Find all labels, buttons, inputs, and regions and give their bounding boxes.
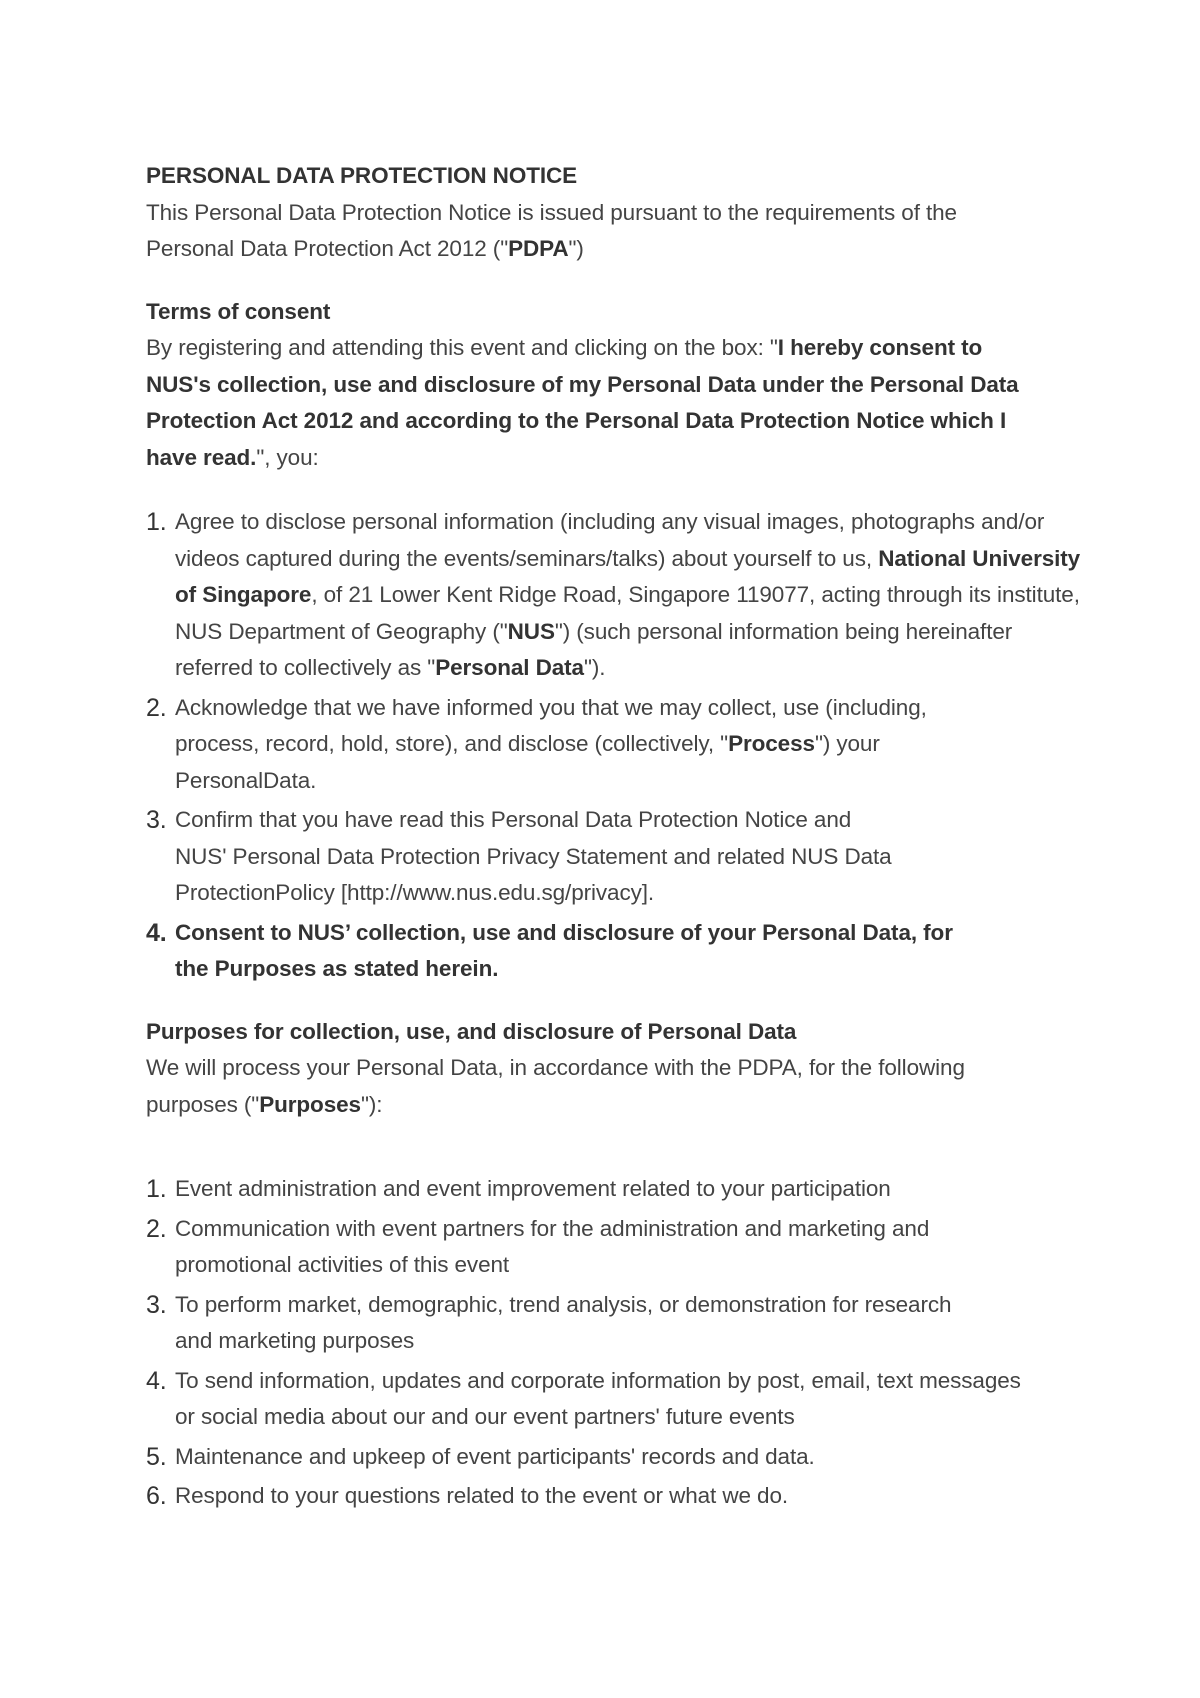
- item-text: ").: [583, 655, 606, 680]
- list-item: [146, 802, 905, 912]
- item-text: Acknowledge that we have informed you that we may collect, use (including, process, record, hold, store), and disclose (collectively, ": [175, 694, 927, 756]
- terms-lead-paragraph: [146, 330, 1026, 476]
- pdpa-term: PDPA: [508, 236, 569, 261]
- item-bold-text: NUS: [507, 618, 555, 644]
- terms-heading: Terms of consent: [146, 298, 331, 324]
- item-bold-text: Process: [728, 731, 815, 756]
- list-item: [146, 1287, 975, 1360]
- item-text: Event administration and event improvement related to your participation: [175, 1176, 891, 1201]
- item-text: Agree to disclose personal information (including any visual images, photographs and/or videos captured during the events/seminars/talks) about yourself to us,: [175, 509, 1045, 571]
- consent-statement: I hereby consent to NUS's collection, use and disclosure of my Personal Data under the Personal Data Protection Act 2012 and according to the Personal Data Protection Notice which I have read.: [146, 335, 1019, 470]
- purposes-list: [146, 1171, 1086, 1515]
- item-text: Consent to NUS’ collection, use and disclosure of your Personal Data, for the Purposes as stated herein.: [175, 919, 953, 981]
- list-number: 2.: [146, 1214, 167, 1243]
- item-text: To perform market, demographic, trend analysis, or demonstration for research and marketing purposes: [175, 1291, 952, 1353]
- intro-paragraph: [146, 195, 966, 268]
- list-item: [146, 1439, 1086, 1476]
- list-item: [146, 504, 1086, 687]
- item-text: , of 21 Lower Kent Ridge Road, Singapore 119077, acting through its institute, NUS Department of Geography (": [175, 582, 1080, 644]
- list-item: [146, 690, 935, 800]
- notice-document: [146, 158, 1086, 1518]
- list-number: 1.: [146, 508, 167, 536]
- document-title: PERSONAL DATA PROTECTION NOTICE: [146, 163, 578, 188]
- list-number: 3.: [146, 806, 167, 834]
- item-text: ") your PersonalData.: [175, 731, 880, 793]
- item-bold-text: National University of Singapore: [175, 545, 1081, 607]
- item-text: Respond to your questions related to the event or what we do.: [175, 1483, 789, 1508]
- list-number: 4.: [146, 918, 167, 947]
- terms-lead-text-end: ", you:: [256, 444, 319, 470]
- list-item: [146, 915, 975, 988]
- purposes-lead-text-end: "):: [360, 1091, 383, 1117]
- list-number: 1.: [146, 1175, 167, 1203]
- item-bold-text: Personal Data: [435, 655, 584, 680]
- item-text: Confirm that you have read this Personal Data Protection Notice and NUS' Personal Data Protection Privacy Statement and related NUS Data ProtectionPolicy [http://www.nus.edu.sg/privacy].: [175, 807, 892, 905]
- list-item: [146, 1363, 1025, 1436]
- item-text: Communication with event partners for the administration and marketing and promotional activities of this event: [175, 1215, 930, 1277]
- list-number: 5.: [146, 1442, 167, 1471]
- item-text: To send information, updates and corporate information by post, email, text messages or social media about our and our event partners' future events: [175, 1367, 1021, 1429]
- list-item: [146, 1211, 1025, 1284]
- purposes-lead-paragraph: [146, 1050, 1046, 1123]
- intro-text: This Personal Data Protection Notice is issued pursuant to the requirements of the Personal Data Protection Act 2012 (": [146, 199, 957, 261]
- purposes-lead-text: We will process your Personal Data, in accordance with the PDPA, for the following purposes (": [146, 1055, 965, 1117]
- purposes-term: Purposes: [259, 1091, 361, 1117]
- list-item: [146, 1478, 1086, 1515]
- list-number: 3.: [146, 1290, 167, 1319]
- consent-list: [146, 504, 1086, 988]
- list-number: 2.: [146, 693, 167, 722]
- item-text: Maintenance and upkeep of event participants' records and data.: [175, 1443, 815, 1469]
- purposes-heading: Purposes for collection, use, and disclosure of Personal Data: [146, 1018, 797, 1044]
- terms-lead-text: By registering and attending this event and clicking on the box: ": [146, 335, 778, 360]
- list-number: 4.: [146, 1366, 167, 1395]
- intro-text-end: "): [568, 236, 584, 261]
- list-item: [146, 1171, 1086, 1208]
- item-text: ") (such personal information being hereinafter referred to collectively as ": [175, 618, 1013, 680]
- list-number: 6.: [146, 1482, 167, 1510]
